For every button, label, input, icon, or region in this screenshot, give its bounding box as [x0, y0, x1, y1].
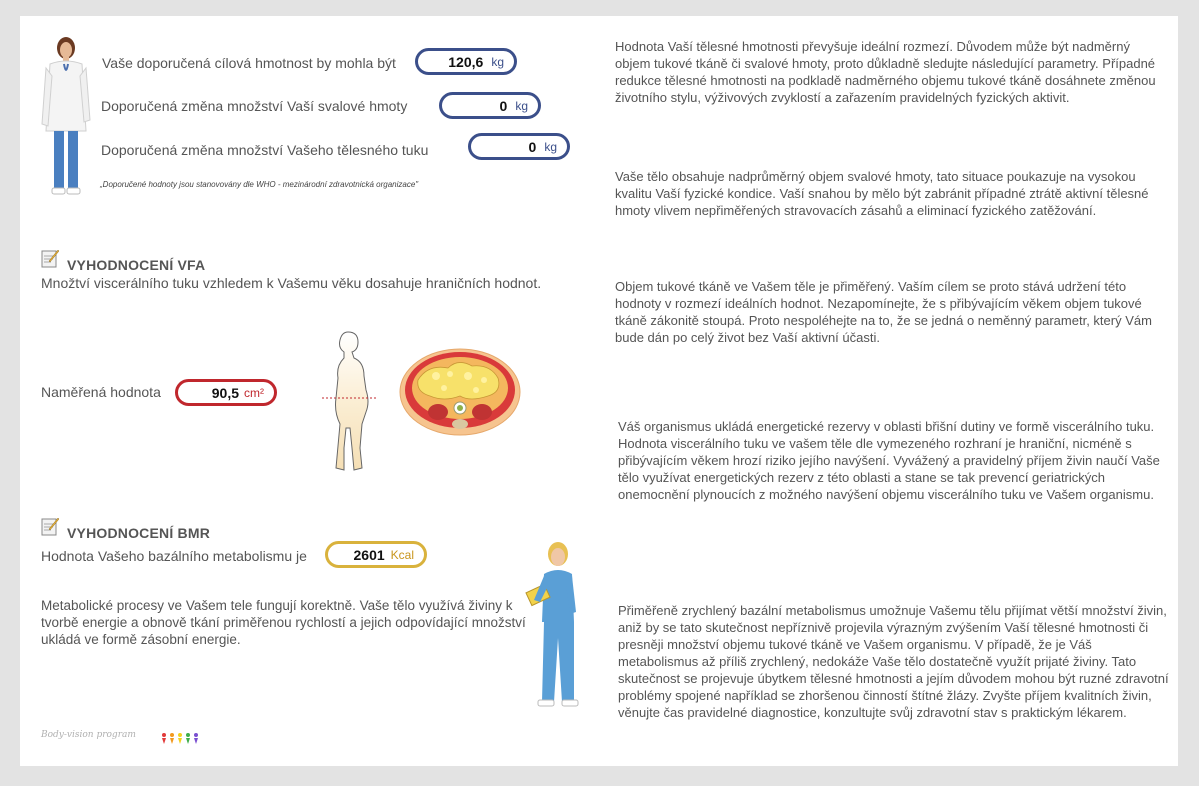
muscle-change-value: 0: [499, 97, 508, 114]
bmr-section-title: VYHODNOCENÍ BMR: [67, 525, 211, 541]
target-weight-label: Vaše doporučená cílová hmotnost by mohla být: [102, 55, 396, 71]
muscle-change-label: Doporučená změna množství Vaší svalové hmoty: [101, 98, 408, 114]
muscle-evaluation-text: Vaše tělo obsahuje nadprůměrný objem svalové hmoty, tato situace poukazuje na vysokou kvalitu Vaší fyzické kondice. Vaší snahou by mělo být zabránit případné ztrátě aktivní tělesné hmoty vlivem nepřiměřených stravovacích zásahů a eliminací fyzického zatěžování.: [615, 169, 1149, 218]
vfa-subtitle: Množtví viscerálního tuku vzhledem k Vašemu věku dosahuje hraničních hodnot.: [41, 275, 542, 291]
target-weight-unit: kg: [491, 54, 504, 69]
bmr-field: [325, 541, 427, 568]
fat-change-label: Doporučená změna množství Vašeho tělesného tuku: [101, 142, 429, 158]
vfa-measured-value: 90,5: [211, 384, 239, 401]
muscle-change-field: [439, 92, 541, 119]
bmr-value: 2601: [353, 546, 385, 563]
vfa-section-title: VYHODNOCENÍ VFA: [67, 257, 206, 273]
weight-evaluation-text: Hodnota Vaší tělesné hmotnosti převyšuje ideální rozmezí. Důvodem může být nadměrný objem tukové tkáně či svalové hmoty, proto důkladně sledujte následující parametry. Případné redukce tělesné hmotnosti na podkladě nadměrného objemu tukové tkáně dosáhnete změnou životního stylu, výživových zvyklostí a zařazením pravidelných fyzických aktivit.: [615, 39, 1156, 105]
vfa-evaluation-text: Váš organismus ukládá energetické rezervy v oblasti břišní dutiny ve formě viscerálního tuku. Hodnota viscerálního tuku ve vašem těle dle vymezeného rozhraní je hraniční, nicméně s přibývajícím věkem hrozí riziko jejího navýšení. Vyvážený a pravidelný příjem živin naučí Vaše tělo využívat energetických rezerv z této oblasti a stane se tak prevencí geriatrických onemocnění plynoucích z možného navýšení objemu viscerálního tuku ve Vašem organismu.: [618, 419, 1160, 502]
vfa-measured-label: Naměřená hodnota: [41, 384, 161, 400]
abdominal-cross-section-illustration: [398, 346, 522, 436]
target-weight-value: 120,6: [448, 53, 484, 70]
fat-change-field: [468, 133, 570, 160]
notepad-pencil-icon: [41, 516, 59, 536]
report-page: [20, 16, 1178, 766]
who-note: „Doporučené hodnoty jsou stanovovány dle WHO - mezinárodní zdravotnická organizace": [100, 180, 419, 189]
fat-change-value: 0: [528, 138, 537, 155]
brand-text: Body-vision program: [41, 730, 136, 740]
nurse-illustration: [520, 542, 584, 712]
bmr-evaluation-text: Přiměřeně zrychlený bazální metabolismus umožnuje Vašemu tělu přijímat větší množství živin, aniž by se tato skutečnost nepříznivě projevila výrazným zvýšením Vaší tělesné hmotnosti či presněji množství objemu tukové tkáně ve Vašem organismu. V případě, že je Váš metabolismus až příliš zrychlený, nedokáže Vaše tělo dostatečně využít prijaté živiny. Tato skutečnost se projevuje úbytkem tělesné hmotnosti a jejím důvodem mohou být ruzné zdravotní problémy spojené například se zhoršenou činností štítné žlázy. Zvyšte příjem kvalitních živin, věnujte čas pravidelné diagnostice, konzultujte svůj zdravotní stav s praktickým lékarem.: [618, 603, 1169, 720]
body-silhouette-illustration: [320, 328, 380, 474]
target-weight-field: [415, 48, 517, 75]
doctor-illustration: [40, 36, 92, 196]
bmr-label: Hodnota Vašeho bazálního metabolismu je: [41, 548, 307, 564]
muscle-change-unit: kg: [515, 98, 528, 113]
vfa-measured-field: [175, 379, 277, 406]
notepad-pencil-icon: [41, 248, 59, 268]
bmr-description: Metabolické procesy ve Vašem tele fungují korektně. Vaše tělo využívá živiny k tvorbě energie a obnově tkání priměřenou rychlostí a jejich odpovídající množství ukládá ve formě zásobní energie.: [41, 598, 526, 647]
brand-logo: [160, 732, 204, 746]
vfa-measured-unit: cm²: [244, 385, 264, 400]
bmr-unit: Kcal: [390, 547, 414, 562]
fat-evaluation-text: Objem tukové tkáně ve Vašem těle je přiměřený. Vaším cílem se proto stává udržení této hodnoty v rozmezí ideálních hodnot. Nezapomínejte, že s přibývajícím věkem objem tukové tkáně zákonitě stoupá. Proto nespoléhejte na to, že se jedná o neměnný parametr, který Vám bude dán po celý život bez Vaší aktivní účasti.: [615, 279, 1152, 345]
fat-change-unit: kg: [544, 139, 557, 154]
